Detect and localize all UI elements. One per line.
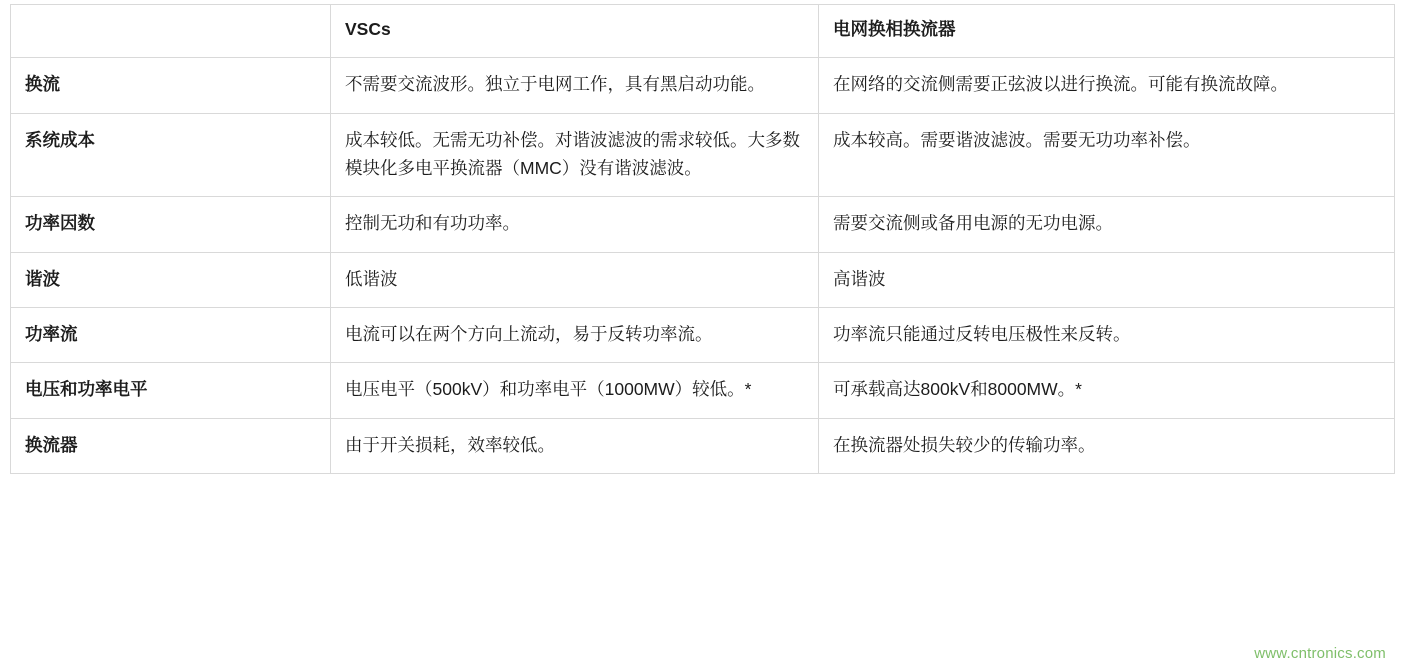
table-row bbox=[11, 58, 1395, 113]
row-label: 换流 bbox=[11, 58, 331, 113]
row-label: 换流器 bbox=[11, 418, 331, 473]
row-vsc-cell: 成本较低。无需无功补偿。对谐波滤波的需求较低。大多数模块化多电平换流器（MMC）没有谐波滤波。 bbox=[331, 113, 819, 197]
row-label: 电压和功率电平 bbox=[11, 363, 331, 418]
row-vsc-cell: 不需要交流波形。独立于电网工作，具有黑启动功能。 bbox=[331, 58, 819, 113]
row-label: 谐波 bbox=[11, 252, 331, 307]
comparison-table bbox=[10, 4, 1395, 474]
row-vsc-cell: 控制无功和有功功率。 bbox=[331, 197, 819, 252]
table-row bbox=[11, 363, 1395, 418]
row-lcc-cell: 成本较高。需要谐波滤波。需要无功功率补偿。 bbox=[819, 113, 1395, 197]
table-row bbox=[11, 308, 1395, 363]
row-vsc-cell: 电流可以在两个方向上流动，易于反转功率流。 bbox=[331, 308, 819, 363]
row-vsc-cell: 由于开关损耗，效率较低。 bbox=[331, 418, 819, 473]
comparison-table-container bbox=[10, 4, 1394, 474]
row-label: 功率因数 bbox=[11, 197, 331, 252]
table-header-row bbox=[11, 5, 1395, 58]
table-row bbox=[11, 197, 1395, 252]
row-vsc-cell: 低谐波 bbox=[331, 252, 819, 307]
header-cell-lcc: 电网换相换流器 bbox=[819, 5, 1395, 58]
header-cell-vsc: VSCs bbox=[331, 5, 819, 58]
row-label: 系统成本 bbox=[11, 113, 331, 197]
row-lcc-cell: 在网络的交流侧需要正弦波以进行换流。可能有换流故障。 bbox=[819, 58, 1395, 113]
row-lcc-cell: 需要交流侧或备用电源的无功电源。 bbox=[819, 197, 1395, 252]
table-row bbox=[11, 418, 1395, 473]
row-lcc-cell: 可承载高达800kV和8000MW。* bbox=[819, 363, 1395, 418]
table-row bbox=[11, 252, 1395, 307]
header-cell-empty bbox=[11, 5, 331, 58]
row-lcc-cell: 高谐波 bbox=[819, 252, 1395, 307]
site-watermark: www.cntronics.com bbox=[1254, 645, 1386, 662]
row-lcc-cell: 功率流只能通过反转电压极性来反转。 bbox=[819, 308, 1395, 363]
row-label: 功率流 bbox=[11, 308, 331, 363]
table-row bbox=[11, 113, 1395, 197]
row-lcc-cell: 在换流器处损失较少的传输功率。 bbox=[819, 418, 1395, 473]
row-vsc-cell: 电压电平（500kV）和功率电平（1000MW）较低。* bbox=[331, 363, 819, 418]
